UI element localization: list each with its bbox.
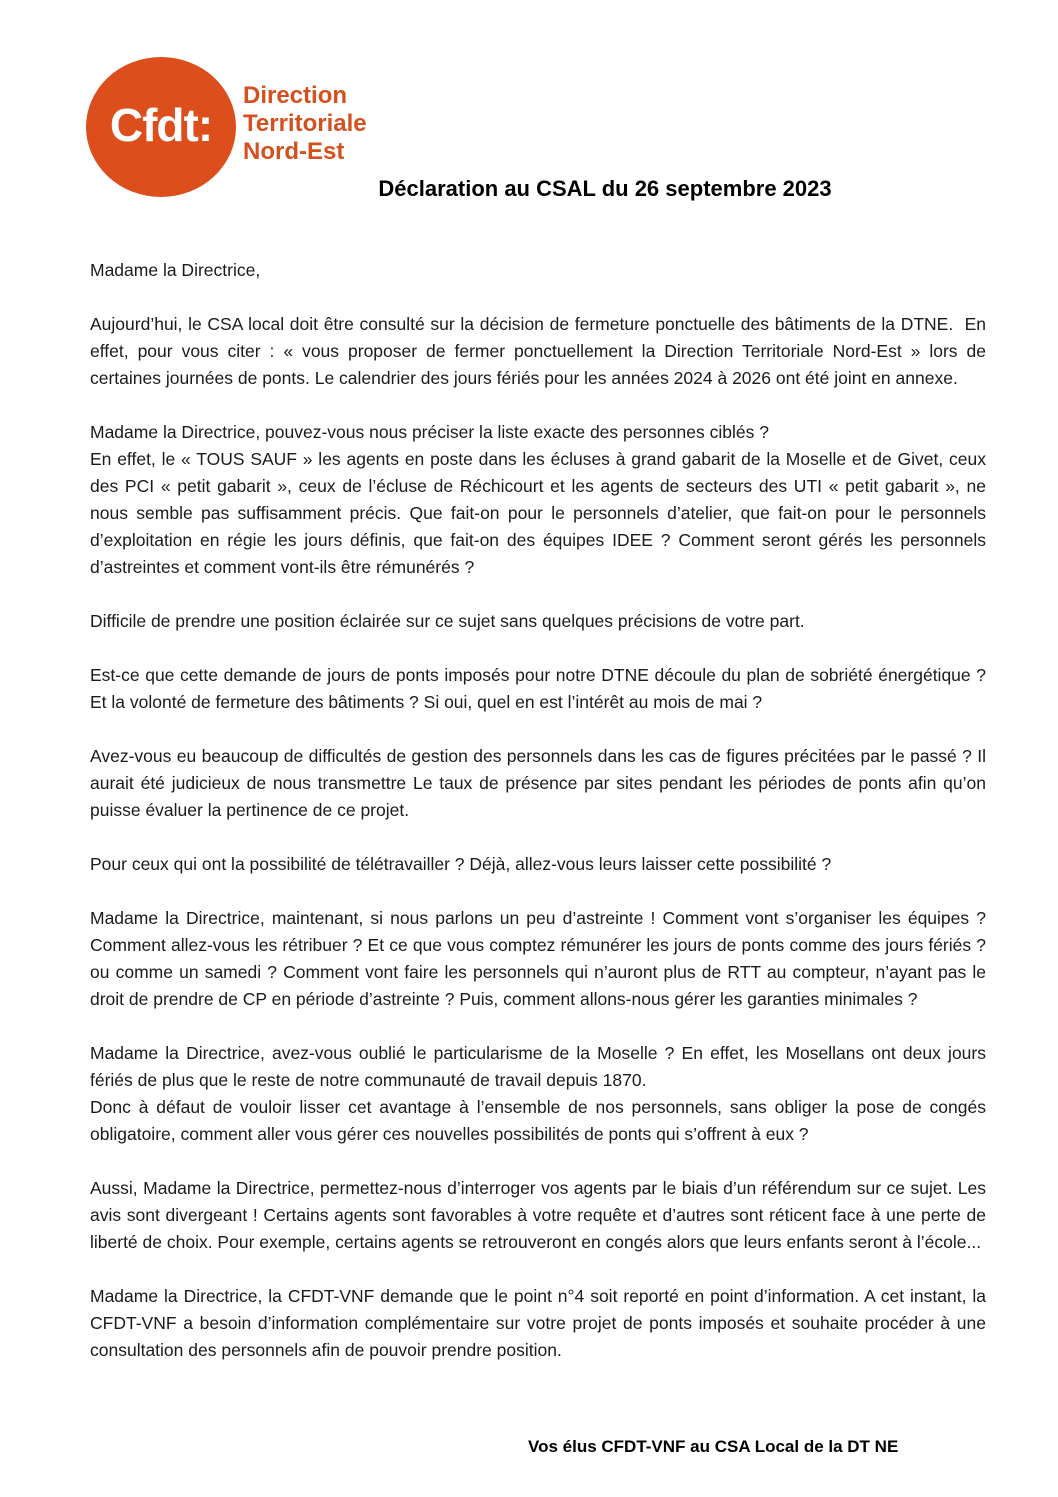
paragraph: Est-ce que cette demande de jours de ponts imposés pour notre DTNE découle du plan de sobriété énergétique ? Et la volonté de fermeture des bâtiments ? Si oui, quel en est l’intérêt au mois de mai ? — [90, 665, 991, 712]
paragraph: En effet, le « TOUS SAUF » les agents en poste dans les écluses à grand gabarit de la Moselle et de Givet, ceux des PCI « petit gabarit », ceux de l’écluse de Réchicourt et les agents de secteurs des UTI « petit gabarit », ne nous semble pas suffisamment précis. Que fait-on pour le personnels d’atelier, que fait-on pour le personnels d’exploitation en régie les jours définis, que fait-on des équipes IDEE ? Comment seront gérés les personnels d’astreintes et comment vont-ils être rémunérés ? — [90, 449, 991, 577]
paragraph: Pour ceux qui ont la possibilité de télétravailler ? Déjà, allez-vous leurs laisser cette possibilité ? — [90, 854, 832, 874]
paragraph: Madame la Directrice, — [90, 260, 261, 280]
org-name — [243, 82, 503, 166]
paragraph: Difficile de prendre une position éclairée sur ce sujet sans quelques précisions de votre part. — [90, 611, 805, 631]
paragraph: Madame la Directrice, pouvez-vous nous préciser la liste exacte des personnes ciblés ? — [90, 422, 769, 442]
paragraph: Madame la Directrice, maintenant, si nous parlons un peu d’astreinte ! Comment vont s’organiser les équipes ? Comment allez-vous les rétribuer ? Et ce que vous comptez rémunérer les jours de ponts comme des jours fériés ? ou comme un samedi ? Comment vont faire les personnels qui n’auront plus de RTT au compteur, n’ayant pas le droit de prendre de CP en période d’astreinte ? Puis, comment allons-nous gérer les garanties minimales ? — [90, 908, 991, 1009]
paragraph: Madame la Directrice, la CFDT-VNF demande que le point n°4 soit reporté en point d’information. A cet instant, la CFDT-VNF a besoin d’information complémentaire sur votre projet de ponts imposés et souhaite procéder à une consultation des personnels afin de pouvoir prendre position. — [90, 1286, 991, 1360]
document-title: Déclaration au CSAL du 26 septembre 2023 — [378, 176, 832, 201]
document-body — [90, 257, 991, 1364]
signature-line: Vos élus CFDT-VNF au CSA Local de la DT NE — [528, 1437, 899, 1456]
cfdt-logo-circle-icon — [86, 57, 236, 197]
paragraph: Donc à défaut de vouloir lisser cet avantage à l’ensemble de nos personnels, sans obliger la pose de congés obligatoire, comment aller vous gérer ces nouvelles possibilités de ponts qui s’offrent à eux ? — [90, 1097, 991, 1144]
cfdt-logo — [86, 57, 367, 197]
org-name-line-1: Direction — [243, 82, 348, 109]
org-name-line-3: Nord-Est — [243, 138, 345, 165]
paragraph: Aussi, Madame la Directrice, permettez-nous d’interroger vos agents par le biais d’un référendum sur ce sujet. Les avis sont divergeant ! Certains agents sont favorables à votre requête et d’autres sont réticent face à une perte de liberté de choix. Pour exemple, certains agents se retrouveront en congés alors que leurs enfants seront à l’école... — [90, 1178, 991, 1252]
paragraph: Avez-vous eu beaucoup de difficultés de gestion des personnels dans les cas de figures précitées par le passé ? Il aurait été judicieux de nous transmettre Le taux de présence par sites pendant les périodes de ponts afin qu’on puisse évaluer la pertinence de ce projet. — [90, 746, 991, 820]
paragraph: Aujourd’hui, le CSA local doit être consulté sur la décision de fermeture ponctuelle des bâtiments de la DTNE. En effet, pour vous citer : « vous proposer de fermer ponctuellement la Direction Territoriale Nord-Est » lors de certaines journées de ponts. Le calendrier des jours fériés pour les années 2024 à 2026 ont été joint en annexe. — [90, 314, 991, 388]
org-name-line-2: Territoriale — [243, 110, 367, 137]
paragraph: Madame la Directrice, avez-vous oublié le particularisme de la Moselle ? En effet, les Mosellans ont deux jours fériés de plus que le reste de notre communauté de travail depuis 1870. — [90, 1043, 991, 1090]
cfdt-logo-text: Cfdt: — [109, 99, 213, 151]
